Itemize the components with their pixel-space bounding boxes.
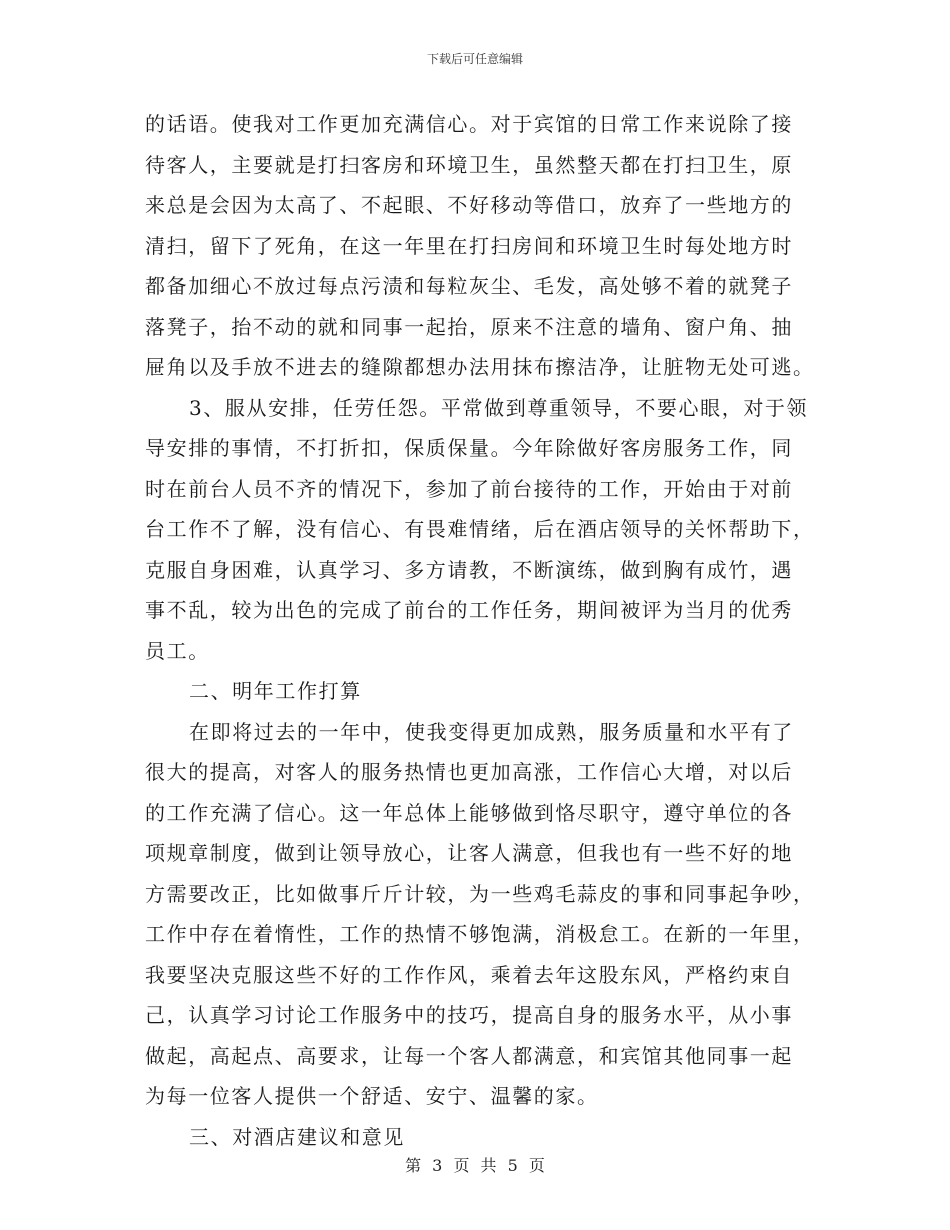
text-line: 己，认真学习讨论工作服务中的技巧，提高自身的服务水平，从小事 bbox=[145, 1003, 793, 1027]
text-line: 为每一位客人提供一个舒适、安宁、温馨的家。 bbox=[145, 1084, 599, 1108]
text-line: 清扫，留下了死角，在这一年里在打扫房间和环境卫生时每处地方时 bbox=[145, 233, 793, 258]
paragraph-start-line: 3、服从安排，任劳任怨。平常做到尊重领导，不要心眼，对于领 bbox=[189, 395, 809, 420]
page-number-footer: 第 3 页 共 5 页 bbox=[405, 1156, 545, 1175]
text-line: 做起，高起点、高要求，让每一个客人都满意，和宾馆其他同事一起 bbox=[145, 1043, 793, 1068]
text-line: 克服自身困难，认真学习、多方请教，不断演练，做到胸有成竹，遇 bbox=[145, 557, 793, 582]
text-line: 时在前台人员不齐的情况下，参加了前台接待的工作，开始由于对前 bbox=[145, 476, 793, 501]
section-heading: 二、明年工作打算 bbox=[189, 679, 362, 703]
text-line: 项规章制度，做到让领导放心，让客人满意，但我也有一些不好的地 bbox=[145, 841, 793, 865]
text-line: 的话语。使我对工作更加充满信心。对于宾馆的日常工作来说除了接 bbox=[145, 112, 793, 136]
text-line: 方需要改正，比如做事斤斤计较，为一些鸡毛蒜皮的事和同事起争吵， bbox=[145, 881, 815, 906]
section-heading: 三、对酒店建议和意见 bbox=[189, 1124, 405, 1149]
text-line: 都备加细心不放过每点污渍和每粒灰尘、毛发，高处够不着的就凳子 bbox=[145, 274, 793, 298]
text-line: 很大的提高，对客人的服务热情也更加高涨，工作信心大增，对以后 bbox=[145, 760, 793, 784]
text-line: 台工作不了解，没有信心、有畏难情绪，后在酒店领导的关怀帮助下， bbox=[145, 517, 815, 541]
text-line: 事不乱，较为出色的完成了前台的工作任务，期间被评为当月的优秀 bbox=[145, 598, 793, 622]
text-line: 导安排的事情，不打折扣，保质保量。今年除做好客房服务工作，同 bbox=[145, 436, 793, 460]
document-body bbox=[145, 104, 815, 1157]
text-line: 来总是会因为太高了、不起眼、不好移动等借口，放弃了一些地方的 bbox=[145, 193, 793, 217]
text-line: 我要坚决克服这些不好的工作作风，乘着去年这股东风，严格约束自 bbox=[145, 962, 793, 987]
text-line: 落凳子，抬不动的就和同事一起抬，原来不注意的墙角、窗户角、抽 bbox=[145, 314, 793, 339]
text-line: 员工。 bbox=[145, 638, 210, 663]
text-line: 待客人，主要就是打扫客房和环境卫生，虽然整天都在打扫卫生，原 bbox=[145, 152, 793, 177]
text-line: 的工作充满了信心。这一年总体上能够做到恪尽职守，遵守单位的各 bbox=[145, 800, 793, 825]
paragraph-start-line: 在即将过去的一年中，使我变得更加成熟，服务质量和水平有了 bbox=[189, 719, 794, 744]
page-header-note: 下载后可任意编辑 bbox=[426, 52, 523, 66]
text-line: 工作中存在着惰性，工作的热情不够饱满，消极怠工。在新的一年里， bbox=[145, 922, 815, 946]
text-line: 屉角以及手放不进去的缝隙都想办法用抹布擦洁净，让脏物无处可逃。 bbox=[145, 355, 815, 379]
